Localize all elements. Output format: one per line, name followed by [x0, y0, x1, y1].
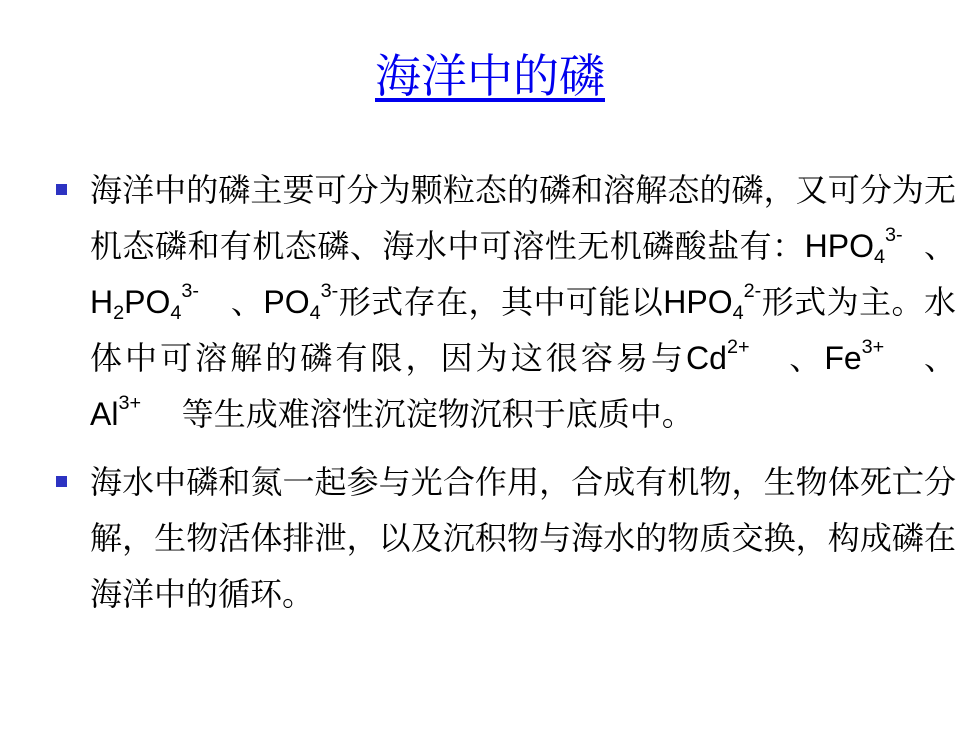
formula-h2po4-3: $H_2PO_4^{3-}$: [90, 280, 200, 324]
bullet-item-1: [56, 162, 956, 442]
ion-al: $Al^{3+}$: [90, 392, 142, 432]
bullet-item-2: [56, 454, 956, 622]
bullet-1-text-3: 形式为主。水体中可溶解的磷有限，因为这很容易与: [90, 283, 956, 377]
slide-title: 海洋中的磷: [375, 49, 605, 103]
separator: 、: [789, 339, 825, 377]
bullet-1-text-4: 等生成难溶性沉淀物沉积于底质中。: [181, 395, 694, 433]
separator: 、: [230, 283, 264, 321]
formula-hpo4-2: $HPO_4^{2-}$: [663, 280, 762, 324]
bullet-list: [56, 162, 956, 626]
square-bullet-icon: [56, 476, 67, 487]
bullet-1-text-2: 形式存在，其中可能以: [338, 283, 664, 321]
bullet-2-text: 海水中磷和氮一起参与光合作用，合成有机物，生物体死亡分解，生物活体排泄，以及沉积物与海水的物质交换，构成磷在海洋中的循环。: [90, 463, 956, 613]
ion-cd: $Cd^{2+}$: [686, 336, 750, 376]
separator: 、: [923, 339, 956, 377]
ion-fe: $Fe^{3+}$: [824, 336, 885, 376]
formula-hpo4-3: $HPO_4^{3-}$: [804, 224, 903, 268]
square-bullet-icon: [56, 184, 67, 195]
formula-po4-3: $PO_4^{3-}$: [263, 280, 339, 324]
separator: 、: [923, 227, 956, 265]
bullet-1-text: 海洋中的磷主要可分为颗粒态的磷和溶解态的磷，又可分为无机态磷和有机态磷、海水中可溶性无机磷酸盐有：: [90, 171, 956, 265]
